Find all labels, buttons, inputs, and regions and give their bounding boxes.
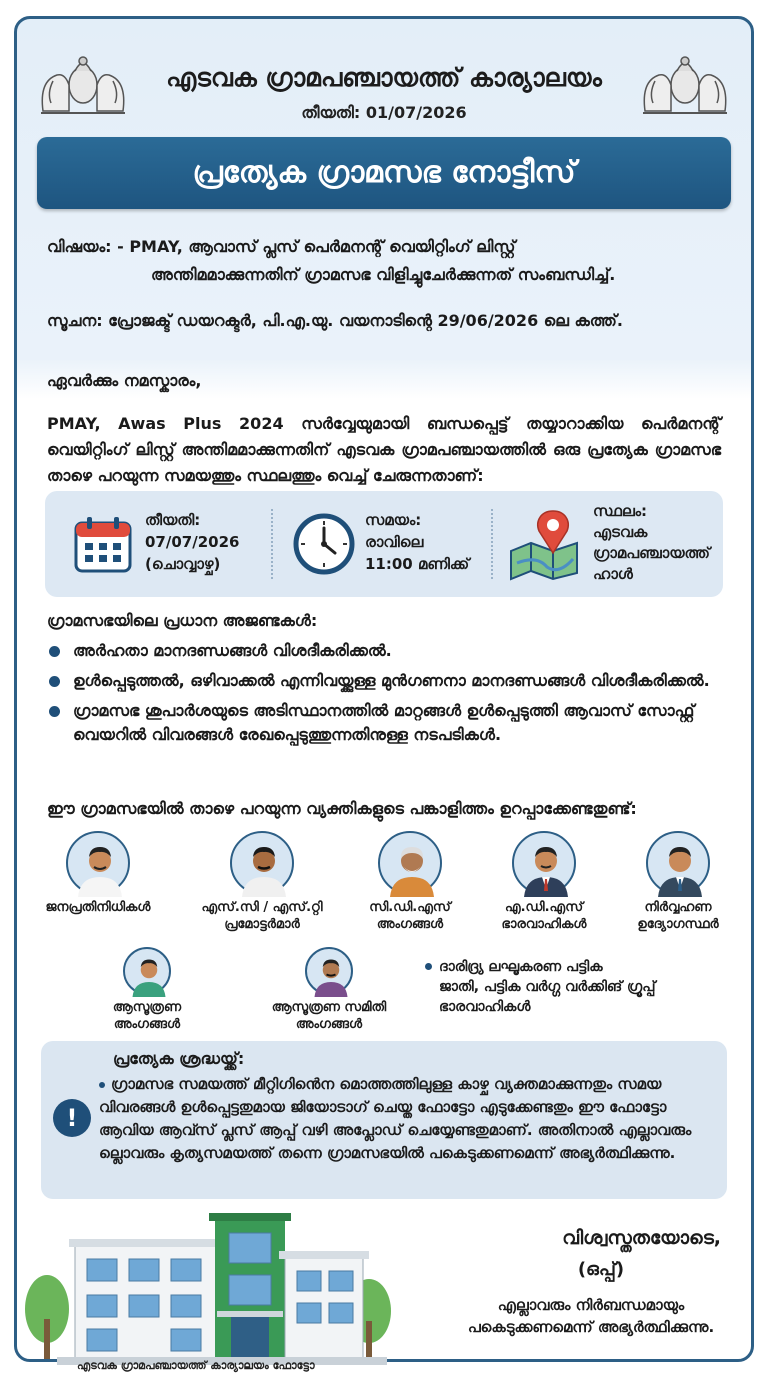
participants-title: ഈ ഗ്രാമസഭയിൽ താഴെ പറയുന്ന വ്യക്തികളുടെ പങ്കാളിത്തം ഉറപ്പാക്കേണ്ടതുണ്ട്: xyxy=(47,799,637,818)
time-line-2: 11:00 മണിക്ക് xyxy=(365,555,470,573)
person-icon xyxy=(232,833,296,897)
person-avatar xyxy=(123,947,171,995)
meeting-info-box xyxy=(45,491,723,597)
participant-sc-st-promoters xyxy=(187,831,337,933)
map-pin-icon xyxy=(507,507,581,579)
place-line-3: ഹാൾ xyxy=(593,565,633,583)
bullet-icon xyxy=(49,706,60,717)
date-day: (ചൊവ്വാഴ്ച) xyxy=(145,555,221,573)
bullet-icon xyxy=(49,676,60,687)
kerala-emblem-right-icon xyxy=(637,41,733,119)
signoff-request: എല്ലാവരും നിർബന്ധമായും പകെടുക്കണമെന്ന് അഭ്യർത്ഥിക്കുന്നു. xyxy=(467,1296,715,1336)
participant-label: ആസൂത്രണ സമിതി അംഗങ്ങൾ xyxy=(271,1000,387,1032)
agenda-item: ഗ്രാമസഭ ശുപാർശയുടെ അടിസ്ഥാനത്തിൽ മാറ്റങ്ങൾ ഉൾപ്പെടുത്തി ആവാസ് സോഫ്റ്റ് വെയറിൽ വിവരങ്ങൾ രേഖപ്പെടുത്തുന്നതിനുള്ള നടപടികൾ. xyxy=(47,699,721,747)
elder-person-icon xyxy=(380,833,444,897)
bullet-icon xyxy=(49,646,60,657)
person-avatar xyxy=(230,831,294,895)
agenda-item: ഉൾപ്പെടുത്തൽ, ഒഴിവാക്കൽ എന്നിവയ്ക്കുള്ള മുൻഗണനാ മാനദണ്ഡങ്ങൾ വിശദീകരിക്കൽ. xyxy=(47,669,721,693)
place-line-1: എടവക xyxy=(593,523,648,541)
intro-paragraph: PMAY, Awas Plus 2024 സർവ്വേയുമായി ബന്ധപ്പെട്ട് തയ്യാറാക്കിയ പെർമനന്റ് വെയിറ്റിംഗ് ലിസ്റ്റ് അന്തിമമാക്കുന്നതിന് എടവക ഗ്രാമപഞ്ചായത്തിൽ ഒരു പ്രത്യേക ഗ്രാമസഭ താഴെ പറയുന്ന സമയത്തും സ്ഥലത്തും വെച്ച് ചേരുന്നതാണ്: xyxy=(47,414,721,485)
bullet-icon xyxy=(99,1082,105,1088)
person-icon xyxy=(307,949,355,997)
agenda-title: ഗ്രാമസഭയിലെ പ്രധാന അജണ്ടകൾ: xyxy=(47,611,318,630)
person-icon xyxy=(68,833,132,897)
calendar-icon xyxy=(73,515,133,575)
date-value: 07/07/2026 xyxy=(145,533,240,551)
participant-planning-members xyxy=(87,947,207,1033)
subject-block xyxy=(47,233,731,289)
participant-label: ആസൂത്രണ അംഗങ്ങൾ xyxy=(112,1000,182,1032)
participant-cds-members xyxy=(335,831,485,933)
notice-page xyxy=(14,16,754,1372)
date-label: തീയതി: xyxy=(145,511,201,529)
kerala-emblem-left-icon xyxy=(35,41,131,119)
clock-icon xyxy=(293,513,355,575)
participant-label: സി.ഡി.എസ് അംഗങ്ങൾ xyxy=(369,900,451,932)
subject-line-1: വിഷയം: - PMAY, ആവാസ് പ്ലസ് പെർമനന്റ് വെയിറ്റിംഗ് ലിസ്റ്റ് xyxy=(47,237,516,256)
exclamation-icon: ! xyxy=(53,1099,91,1137)
signoff-yours-faithfully: വിശ്വസ്തതയോടെ, xyxy=(562,1227,721,1249)
special-attention-body: ഗ്രാമസഭ സമയത്ത് മീറ്റിഗിൻെന മൊത്തത്തിലുള്ള കാഴ്ച വ്യക്തമാക്കുന്നതും സമയ വിവരങ്ങൾ ഉൾപ്പെട്ടതുമായ ജിയോടാഗ് ചെയ്ത ഫോട്ടോ എടുക്കേണ്ടതും ഈ ഫോട്ടോ ആവിയ ആവ്സ് പ്ലസ് ആപ്പ് വഴി അപ്ലോഡ് ചെയ്യേണ്ടതുമാണ്. അതിനാൽ എല്ലാവരും ല്ലൊവരും കൃത്യസമയത്ത് തന്നെ ഗ്രാമസഭയിൽ പകെടുക്കണമെന്ന് അഭ്യർത്ഥിക്കുന്നു. xyxy=(99,1075,692,1162)
place-label: സ്ഥലം: xyxy=(593,502,648,520)
issue-date: തീയതി: 01/07/2026 xyxy=(301,103,467,122)
participant-label: ജനപ്രതിനിധികൾ xyxy=(45,900,151,915)
date-cell xyxy=(45,491,271,597)
subject-line-2: അന്തിമമാക്കുന്നതിന് ഗ്രാമസഭ വിളിച്ചുചേർക്കുന്നത് സംബന്ധിച്ച്. xyxy=(151,265,616,284)
officer-person-icon xyxy=(648,833,712,897)
signoff-signature: (ഒപ്പ്) xyxy=(577,1259,625,1280)
participant-elected-reps xyxy=(33,831,163,916)
person-avatar xyxy=(305,947,353,995)
time-line-1: രാവിലെ xyxy=(365,533,424,551)
reference-line: സൂചന: പ്രോജക്ട് ഡയറക്ടർ, പി.എ.യു. വയനാടിന്റെ 29/06/2026 ലെ കത്ത്. xyxy=(47,311,623,330)
person-avatar xyxy=(646,831,710,895)
person-icon xyxy=(125,949,173,997)
participant-ads-office-bearers xyxy=(479,831,609,933)
greeting: ഏവർക്കും നമസ്കാരം, xyxy=(47,371,202,390)
participant-label: എ.ഡി.എസ് ഭാരവാഹികൾ xyxy=(501,900,587,932)
participant-implementing-officers xyxy=(613,831,743,933)
agenda-list xyxy=(47,639,721,753)
office-title: എടവക ഗ്രാമപഞ്ചായത്ത് കാര്യാലയം xyxy=(166,63,602,92)
notice-banner: പ്രത്യേക ഗ്രാമസഭ നോട്ടീസ് xyxy=(37,137,731,209)
participant-label: എസ്.സി / എസ്.റ്റി പ്രമോട്ടർമാർ xyxy=(201,900,323,932)
place-line-2: ഗ്രാമപഞ്ചായത്ത് xyxy=(593,544,710,562)
photo-caption: എടവക ഗ്രാമപഞ്ചായത്ത് കാര്യാലയം ഫോട്ടോ xyxy=(77,1359,315,1372)
bullet-icon xyxy=(425,963,432,970)
time-cell xyxy=(273,491,493,597)
person-avatar xyxy=(512,831,576,895)
participant-label: നിർവ്വഹണ ഉദ്യോഗസ്ഥർ xyxy=(637,900,719,932)
participant-poverty-list-groups: ദാരിദ്ര്യ ലഘൂകരണ പട്ടിക ജാതി, പട്ടിക വർഗ്ഗ വർക്കിങ് ഗ്രൂപ്പ് ഭാരവാഹികൾ xyxy=(425,957,725,1017)
agenda-item: അർഹതാ മാനദണ്ഡങ്ങൾ വിശദീകരിക്കൽ. xyxy=(47,639,721,663)
signoff-block xyxy=(421,1227,721,1338)
panchayat-office-building-illustration xyxy=(17,1199,397,1365)
special-attention-box xyxy=(41,1041,727,1199)
person-avatar xyxy=(378,831,442,895)
special-attention-title: പ്രത്യേക ശ്രദ്ധയ്ക്ക്: xyxy=(113,1049,245,1068)
officer-person-icon xyxy=(514,833,578,897)
place-cell xyxy=(493,491,729,597)
person-avatar xyxy=(66,831,130,895)
time-label: സമയം: xyxy=(365,511,422,529)
participant-planning-committee-members xyxy=(239,947,419,1033)
